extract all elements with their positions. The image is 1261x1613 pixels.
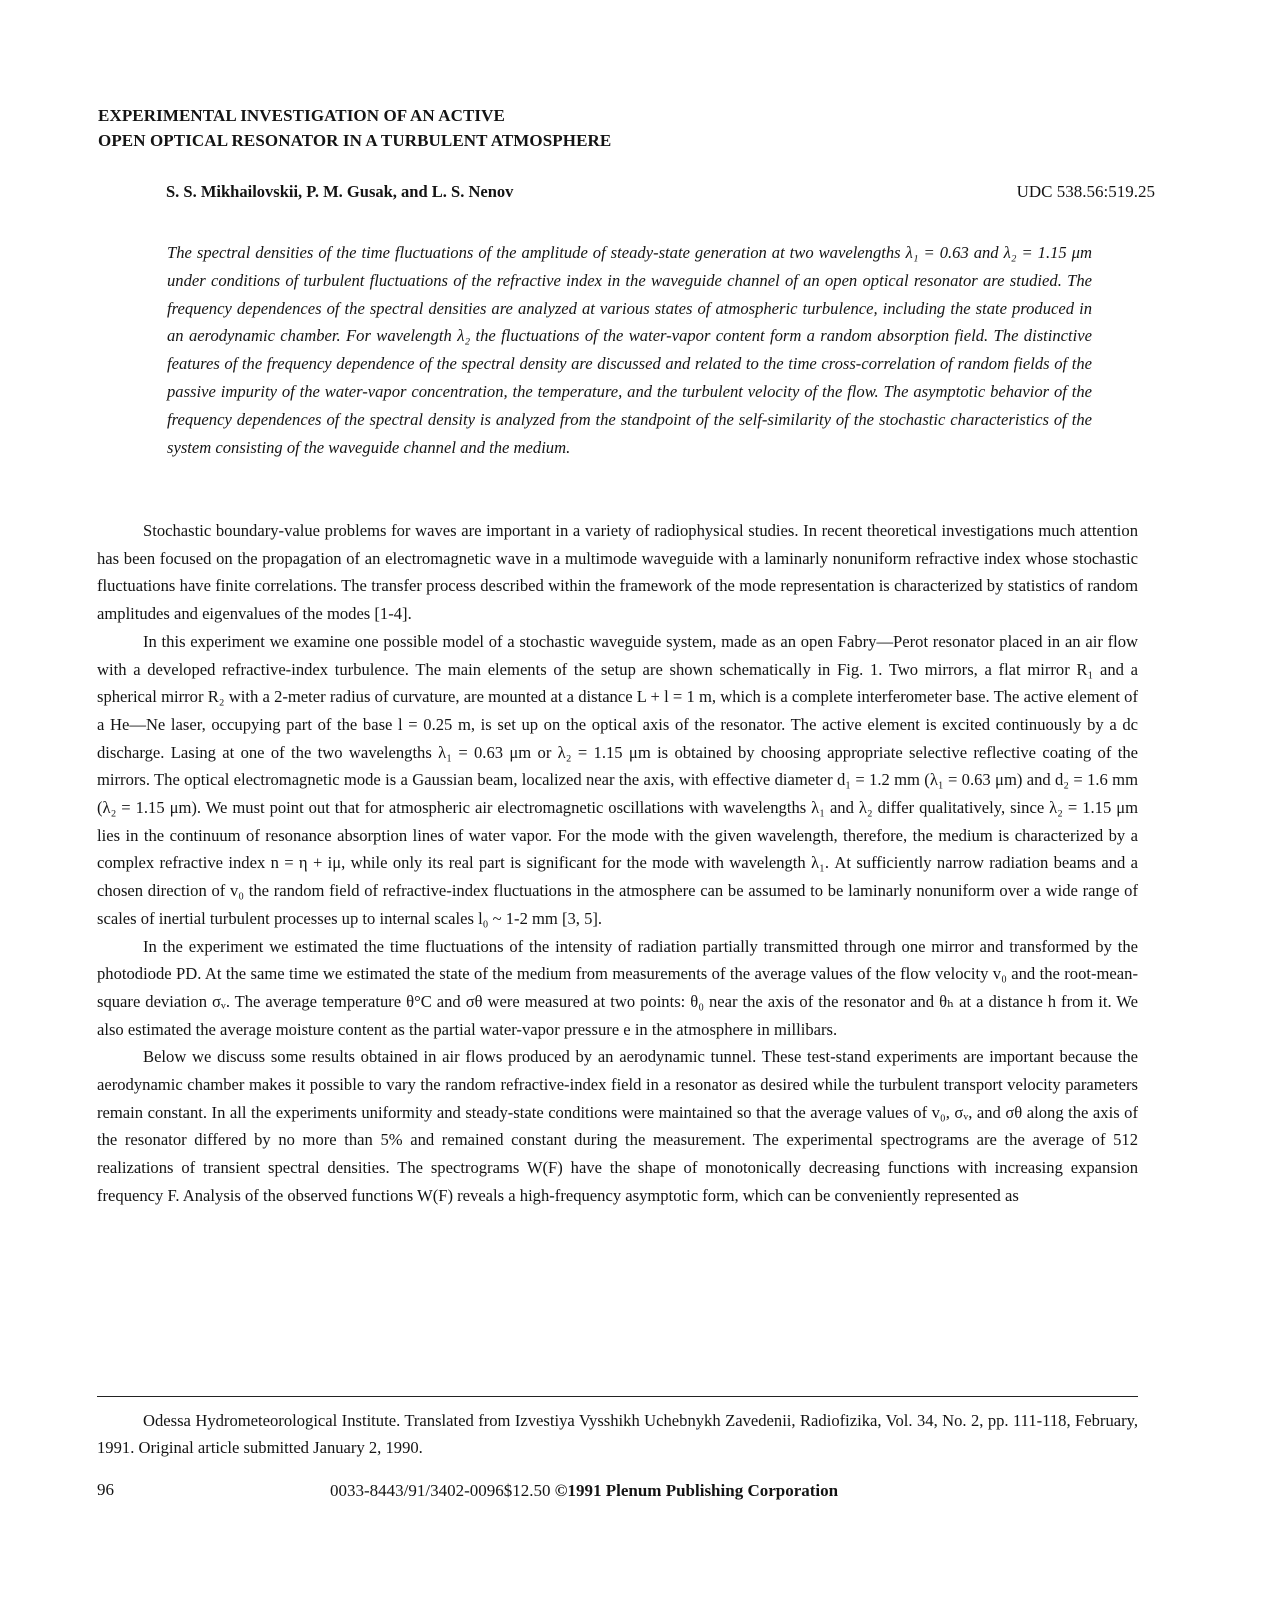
abstract: The spectral densities of the time fluctuations of the amplitude of steady-state generation at two wavelengths λ₁ = 0.63 and λ₂ = 1.15 μm under conditions of turbulent fluctuations of the refractive index in the waveguide channel of an open optical resonator are studied. The frequency dependences of the spectral densities are analyzed at various states of atmospheric turbulence, including the state produced in an aerodynamic chamber. For wavelength λ₂ the fluctuations of the water-vapor content form a random absorption field. The distinctive features of the frequency dependence of the spectral density are discussed and related to the time cross-correlation of random fields of the passive impurity of the water-vapor concentration, the temperature, and the turbulent velocity of the flow. The asymptotic behavior of the frequency dependences of the spectral density is analyzed from the standpoint of the self-similarity of the stochastic characteristics of the system consisting of the waveguide channel and the medium.	[167, 243, 1092, 457]
title-line-2: OPEN OPTICAL RESONATOR IN A TURBULENT ATMOSPHERE	[98, 131, 612, 150]
udc-code: UDC 538.56:519.25	[1016, 182, 1155, 201]
paragraph: In the experiment we estimated the time fluctuations of the intensity of radiation partially transmitted through one mirror and transformed by the photodiode PD. At the same time we estimated the state of the medium from measurements of the average values of the flow velocity v₀ and the root-mean-square deviation σᵥ. The average temperature θ°C and σθ were measured at two points: θ₀ near the axis of the resonator and θₕ at a distance h from it. We also estimated the average moisture content as the partial water-vapor pressure e in the atmosphere in millibars.	[97, 936, 1138, 1039]
paragraph: Below we discuss some results obtained in air flows produced by an aerodynamic tunnel. These test-stand experiments are important because the aerodynamic chamber makes it possible to vary the random refractive-index field in a resonator as desired while the turbulent transport velocity parameters remain constant. In all the experiments uniformity and steady-state conditions were maintained so that the average values of v₀, σᵥ, and σθ along the axis of the resonator differed by no more than 5% and remained constant during the measurement. The experimental spectrograms are the average of 512 realizations of transient spectral densities. The spectrograms W(F) have the shape of monotonically decreasing functions with increasing expansion frequency F. Analysis of the observed functions W(F) reveals a high-frequency asymptotic form, which can be conveniently represented as	[97, 1047, 1138, 1205]
page-number: 96	[97, 1480, 114, 1499]
paragraph: In this experiment we examine one possible model of a stochastic waveguide system, made as an open Fabry—Perot resonator placed in an air flow with a developed refractive-index turbulence. The main elements of the setup are shown schematically in Fig. 1. Two mirrors, a flat mirror R₁ and a spherical mirror R₂ with a 2-meter radius of curvature, are mounted at a distance L + l = 1 m, which is a complete interferometer base. The active element of a He—Ne laser, occupying part of the base l = 0.25 m, is set up on the optical axis of the resonator. The active element is excited continuously by a dc discharge. Lasing at one of the two wavelengths λ₁ = 0.63 μm or λ₂ = 1.15 μm is obtained by choosing appropriate selective reflective coating of the mirrors. The optical electromagnetic mode is a Gaussian beam, localized near the axis, with effective diameter d₁ = 1.2 mm (λ₁ = 0.63 μm) and d₂ = 1.6 mm (λ₂ = 1.15 μm). We must point out that for atmospheric air electromagnetic oscillations with wavelengths λ₁ and λ₂ differ qualitatively, since λ₂ = 1.15 μm lies in the continuum of resonance absorption lines of water vapor. For the mode with the given wavelength, therefore, the medium is characterized by a complex refractive index n = η + iμ, while only its real part is significant for the mode with wavelength λ₁. At sufficiently narrow radiation beams and a chosen direction of v₀ the random field of refractive-index fluctuations in the atmosphere can be assumed to be laminarly nonuniform over a wide range of scales of inertial turbulent processes up to internal scales l₀ ~ 1-2 mm [3, 5].	[97, 631, 1138, 928]
title-line-1: EXPERIMENTAL INVESTIGATION OF AN ACTIVE	[98, 106, 505, 125]
body-text	[97, 517, 1138, 1210]
article-code: 0033-8443/91/3402-0096$12.50	[330, 1481, 551, 1500]
article-title	[98, 103, 611, 153]
footnote: Odessa Hydrometeorological Institute. Translated from Izvestiya Vysshikh Uchebnykh Zavedenii, Radiofizika, Vol. 34, No. 2, pp. 111-118, February, 1991. Original article submitted January 2, 1990.	[97, 1411, 1138, 1457]
publisher-line	[330, 1481, 838, 1501]
paragraph: Stochastic boundary-value problems for waves are important in a variety of radiophysical studies. In recent theoretical investigations much attention has been focused on the propagation of an electromagnetic wave in a multimode waveguide with a laminarly nonuniform refractive index whose stochastic fluctuations have finite correlations. The transfer process described within the framework of the mode representation is characterized by statistics of random amplitudes and eigenvalues of the modes [1-4].	[97, 521, 1138, 624]
authors: S. S. Mikhailovskii, P. M. Gusak, and L. S. Nenov	[166, 182, 514, 201]
copyright-notice: ©1991 Plenum Publishing Corporation	[554, 1481, 839, 1500]
footnote-divider	[97, 1396, 1138, 1397]
